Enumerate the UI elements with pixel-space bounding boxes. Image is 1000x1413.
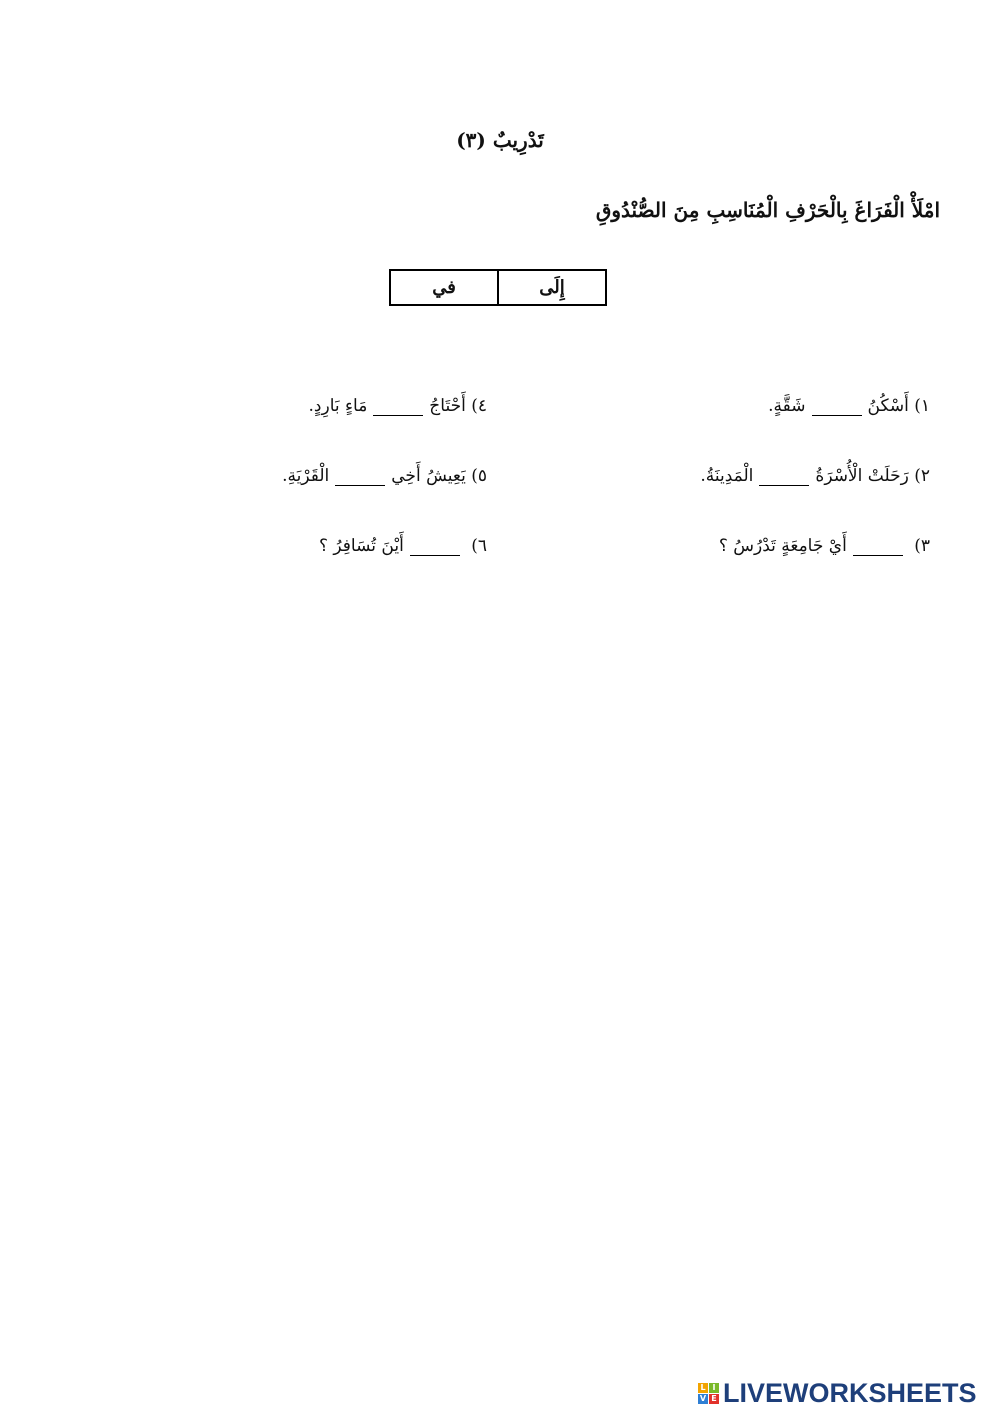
item-text-after: مَاءٍ بَارِدٍ. [308,396,368,416]
item-text-after: أَيْنَ تُسَافِرُ ؟ [319,536,404,556]
item-text-before: يَعِيشُ أَخِي [391,466,466,486]
logo-tile: I [709,1383,719,1393]
item-number: ٢) [914,466,930,486]
item-number: ٦) [471,536,487,556]
item-text-after: الْقَرْيَةِ. [282,466,330,486]
logo-tile: E [709,1394,719,1404]
exercise-item [719,536,930,556]
answer-blank-input[interactable] [853,539,903,556]
item-number: ٣) [914,536,930,556]
logo-text: LIVEWORKSHEETS [723,1378,977,1408]
item-number: ٤) [471,396,487,416]
word-option: في [391,271,499,304]
exercise-item [768,396,930,416]
worksheet-title: تَدْرِيبٌ (٣) [456,128,544,152]
answer-blank-input[interactable] [759,469,809,486]
exercise-item [309,396,487,416]
item-text-after: الْمَدِينَةُ. [700,466,754,486]
exercise-item [700,466,930,486]
exercise-item [319,536,487,556]
logo-tile: L [698,1383,708,1393]
item-number: ١) [914,396,930,416]
answer-blank-input[interactable] [335,469,385,486]
instruction: امْلَأْ الْفَرَاغَ بِالْحَرْفِ الْمُنَاسِبِ مِنَ الصُّنْدُوقِ [595,198,940,222]
liveworksheets-logo [698,1378,977,1409]
logo-tile: V [699,1394,707,1403]
item-text-before: أَحْتَاجُ [429,396,466,416]
item-text-after: أَيْ جَامِعَةٍ تَدْرُسُ ؟ [718,536,847,556]
item-text-before: أَسْكُنُ [867,396,909,416]
item-number: ٥) [471,466,487,486]
item-text-before: رَحَلَتْ الْأُسْرَةُ [815,466,909,486]
word-option: إِلَى [539,277,565,298]
word-box [389,269,607,306]
answer-blank-input[interactable] [410,539,460,556]
exercise-item [282,466,487,486]
answer-blank-input[interactable] [373,399,423,416]
item-text-after: شَقَّةٍ. [768,396,806,416]
logo-tiles-icon [698,1383,719,1404]
answer-blank-input[interactable] [812,399,862,416]
